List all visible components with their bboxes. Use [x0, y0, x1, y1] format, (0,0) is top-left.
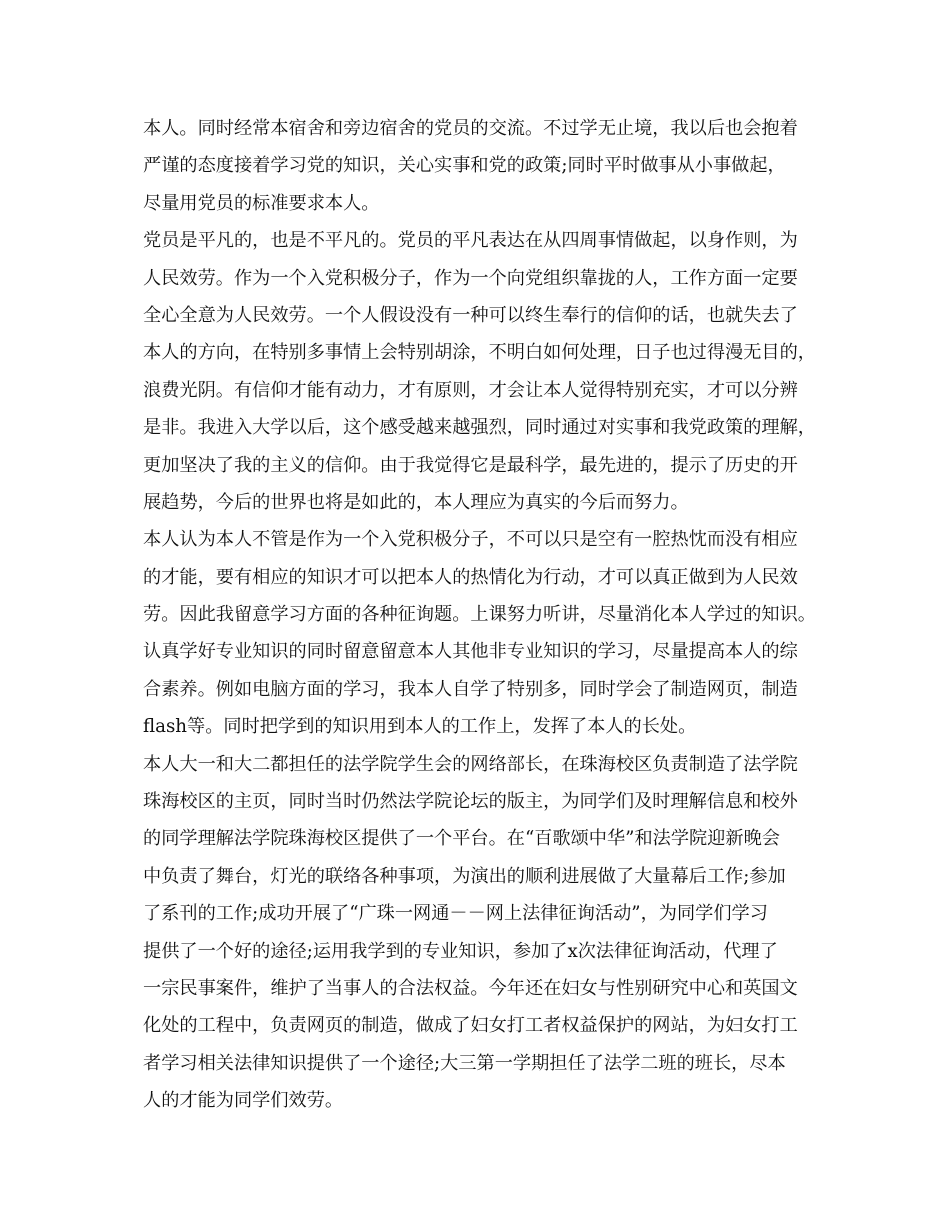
text-line: 的才能，要有相应的知识才可以把本人的热情化为行动，才可以真正做到为人民效	[143, 566, 798, 588]
text-line: 本人的方向，在特别多事情上会特别胡涂，不明白如何处理，日子也过得漫无目的，	[143, 342, 816, 364]
text-line: 一宗民事案件，维护了当事人的合法权益。今年还在妇女与性别研究中心和英国文	[143, 977, 798, 999]
text-line: 了系刊的工作;成功开展了“广珠一网通－－网上法律征询活动”，为同学们学习	[143, 903, 768, 925]
text-line: 的同学理解法学院珠海校区提供了一个平台。在“百歌颂中华”和法学院迎新晚会	[143, 828, 780, 850]
text-line: 浪费光阴。有信仰才能有动力，才有原则，才会让本人觉得特别充实，才可以分辨	[143, 379, 798, 401]
text-line: 本人大一和大二都担任的法学院学生会的网络部长，在珠海校区负责制造了法学院	[143, 753, 798, 775]
text-line: 中负责了舞台，灯光的联络各种事项，为演出的顺利进展做了大量幕后工作;参加	[143, 865, 786, 887]
text-line: 尽量用党员的标准要求本人。	[143, 192, 380, 214]
text-line: 化处的工程中，负责网页的制造，做成了妇女打工者权益保护的网站，为妇女打工	[143, 1015, 798, 1037]
text-line: 者学习相关法律知识提供了一个途径;大三第一学期担任了法学二班的班长，尽本	[143, 1052, 786, 1074]
text-line: 珠海校区的主页，同时当时仍然法学院论坛的版主，为同学们及时理解信息和校外	[143, 791, 798, 813]
text-line: 更加坚决了我的主义的信仰。由于我觉得它是最科学，最先进的，提示了历史的开	[143, 454, 798, 476]
text-line: 展趋势，今后的世界也将是如此的，本人理应为真实的今后而努力。	[143, 491, 689, 513]
text-line: 人的才能为同学们效劳。	[143, 1090, 344, 1112]
text-line: 严谨的态度接着学习党的知识，关心实事和党的政策;同时平时做事从小事做起，	[143, 155, 786, 177]
text-line: 提供了一个好的途径;运用我学到的专业知识，参加了x次法律征询活动，代理了	[143, 940, 778, 962]
text-line: 认真学好专业知识的同时留意留意本人其他非专业知识的学习，尽量提高本人的综	[143, 641, 798, 663]
text-line: 劳。因此我留意学习方面的各种征询题。上课努力听讲，尽量消化本人学过的知识。	[143, 604, 816, 626]
text-line: flash等。同时把学到的知识用到本人的工作上，发挥了本人的长处。	[143, 716, 697, 738]
text-line: 合素养。例如电脑方面的学习，我本人自学了特别多，同时学会了制造网页，制造	[143, 678, 798, 700]
text-line: 本人。同时经常本宿舍和旁边宿舍的党员的交流。不过学无止境，我以后也会抱着	[143, 118, 798, 139]
text-line: 本人认为本人不管是作为一个入党积极分子，不可以只是空有一腔热忱而没有相应	[143, 529, 798, 551]
text-line: 全心全意为人民效劳。一个人假设没有一种可以终生奉行的信仰的话，也就失去了	[143, 304, 798, 326]
body-text	[143, 110, 823, 1120]
text-line: 是非。我进入大学以后，这个感受越来越强烈，同时通过对实事和我党政策的理解，	[143, 417, 816, 439]
text-line: 党员是平凡的，也是不平凡的。党员的平凡表达在从四周事情做起，以身作则，为	[143, 230, 798, 252]
text-line: 人民效劳。作为一个入党积极分子，作为一个向党组织靠拢的人，工作方面一定要	[143, 267, 798, 289]
